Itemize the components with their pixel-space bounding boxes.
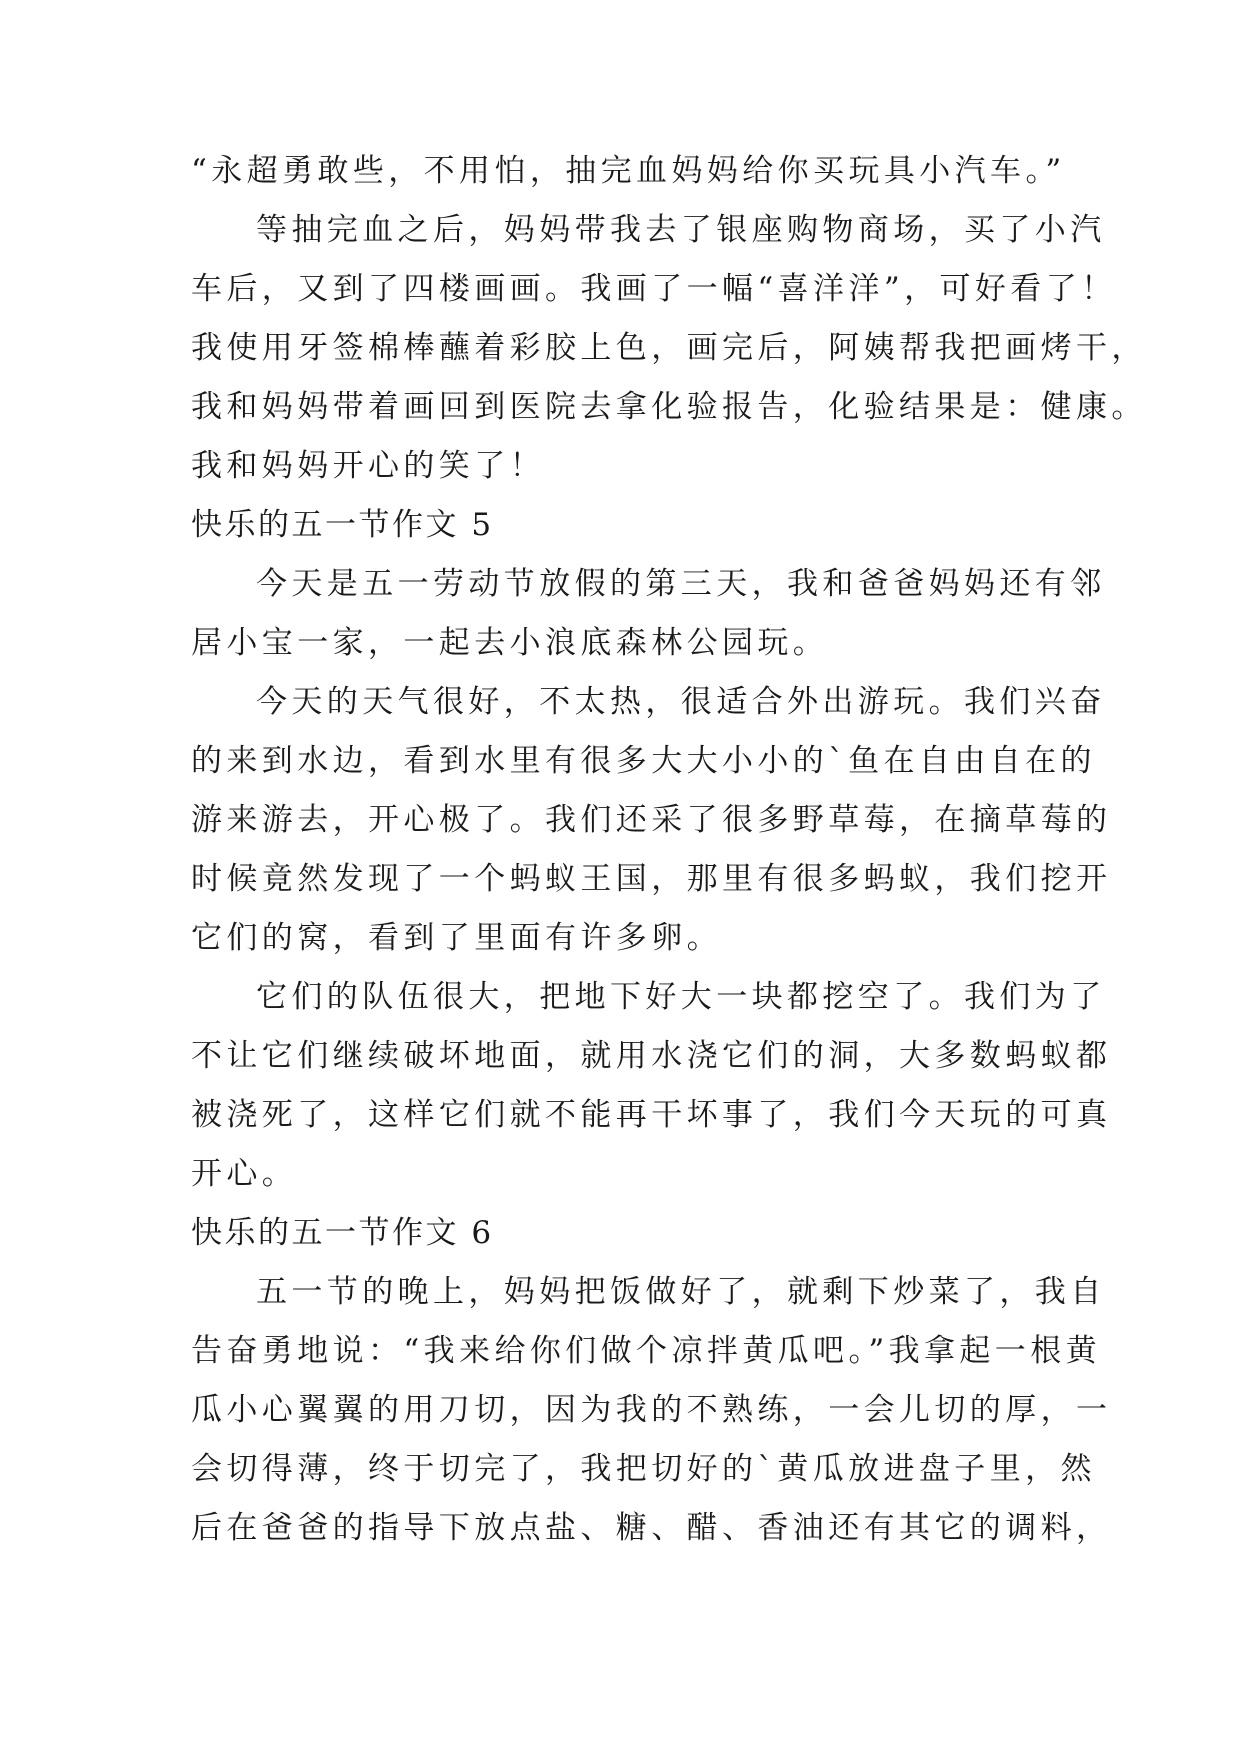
- text-line: 车后，又到了四楼画画。我画了一幅“喜洋洋”，可好看了！: [191, 271, 1117, 307]
- text-line: 瓜小心翼翼的用刀切，因为我的不熟练，一会儿切的厚，一: [191, 1392, 1112, 1428]
- paragraph-start-line: 它们的队伍很大，把地下好大一块都挖空了。我们为了: [256, 979, 1106, 1015]
- text-line: 我使用牙签棉棒蘸着彩胶上色，画完后，阿姨帮我把画烤干，: [191, 330, 1147, 366]
- paragraph-start-line: 今天是五一劳动节放假的第三天，我和爸爸妈妈还有邻: [256, 566, 1106, 602]
- section-heading: 快乐的五一节作文 6: [191, 1215, 494, 1251]
- section-heading: 快乐的五一节作文 5: [191, 507, 494, 543]
- text-line: 的来到水边，看到水里有很多大大小小的`鱼在自由自在的: [191, 743, 1096, 779]
- text-line: 被浇死了，这样它们就不能再干坏事了，我们今天玩的可真: [191, 1097, 1112, 1133]
- paragraph-start-line: 等抽完血之后，妈妈带我去了银座购物商场，买了小汽: [256, 212, 1106, 248]
- text-line: 居小宝一家，一起去小浪底森林公园玩。: [191, 625, 829, 661]
- text-line: 时候竟然发现了一个蚂蚁王国，那里有很多蚂蚁，我们挖开: [191, 861, 1112, 897]
- paragraph-start-line: 五一节的晚上，妈妈把饭做好了，就剩下炒菜了，我自: [256, 1274, 1106, 1310]
- text-line: 它们的窝，看到了里面有许多卵。: [191, 920, 722, 956]
- paragraph-start-line: 今天的天气很好，不太热，很适合外出游玩。我们兴奋: [256, 684, 1106, 720]
- text-line: 不让它们继续破坏地面，就用水浇它们的洞，大多数蚂蚁都: [191, 1038, 1112, 1074]
- text-line: 开心。: [191, 1156, 298, 1192]
- text-line: 后在爸爸的指导下放点盐、糖、醋、香油还有其它的调料，: [191, 1510, 1112, 1546]
- text-line: 游来游去，开心极了。我们还采了很多野草莓，在摘草莓的: [191, 802, 1112, 838]
- text-line: 会切得薄，终于切完了，我把切好的`黄瓜放进盘子里，然: [191, 1451, 1096, 1487]
- text-line: 我和妈妈带着画回到医院去拿化验报告，化验结果是：健康。: [191, 389, 1147, 425]
- text-line: “永超勇敢些，不用怕，抽完血妈妈给你买玩具小汽车。”: [191, 153, 1066, 189]
- text-line: 告奋勇地说：“我来给你们做个凉拌黄瓜吧。”我拿起一根黄: [191, 1333, 1101, 1369]
- text-line: 我和妈妈开心的笑了！: [191, 448, 545, 484]
